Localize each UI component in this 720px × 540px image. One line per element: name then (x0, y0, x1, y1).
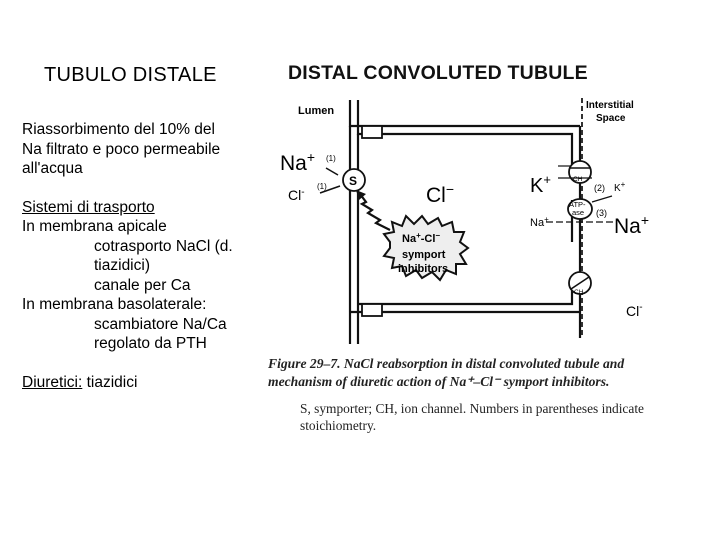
inhibitor-text: inhibitors (398, 263, 449, 275)
inhibitor-text: symport (402, 249, 446, 261)
body-line: Riassorbimento del 10% del (22, 121, 215, 138)
slide-body (22, 120, 267, 392)
cl-cell: Cl− (426, 181, 455, 207)
cl-out: Cl- (626, 302, 643, 319)
figure-caption (268, 355, 688, 391)
interstitial-label: Space (596, 113, 626, 124)
figure-title: DISTAL CONVOLUTED TUBULE (288, 62, 588, 84)
cl-lumen: Cl- (288, 187, 305, 203)
channel-label: CH (573, 176, 583, 183)
na-lumen-stoich: (1) (326, 154, 336, 163)
tight-junction (362, 126, 382, 138)
inhibition-arrow (360, 194, 390, 230)
diuretics-value: tiazidici (82, 373, 138, 391)
caption-figure-number: Figure 29–7. (268, 356, 341, 371)
stoich-3: (3) (596, 208, 607, 218)
apical-item: cotrasporto NaCl (d. (94, 237, 233, 255)
basolateral-item: scambiatore Na/Ca (94, 315, 227, 333)
transport-heading: Sistemi di trasporto (22, 198, 155, 216)
basolateral-item: regolato da PTH (94, 335, 207, 352)
caption-text: NaCl reabsorption in distal convoluted tubule and mechanism of diuretic action of Na⁺–Cl⁻ symport inhibitors. (268, 356, 625, 389)
interstitial-label: Interstitial (586, 100, 634, 111)
apical-heading: In membrana apicale (22, 218, 167, 235)
channel-label: CH (574, 289, 584, 296)
basolateral-heading: In membrana basolaterale: (22, 296, 207, 313)
na-cell: Na+ (530, 215, 549, 229)
na-out: Na+ (614, 212, 650, 238)
slide-title: TUBULO DISTALE (44, 64, 217, 86)
atpase-label: ase (572, 208, 585, 217)
na-arrow (326, 168, 338, 175)
apical-item: tiazidici) (94, 257, 150, 274)
tight-junction (362, 304, 382, 316)
figure-legend: S, symporter; CH, ion channel. Numbers in parentheses indicate stoichiometry. (300, 401, 644, 433)
k-uptake-arrow (592, 196, 612, 202)
inhibitor-text: Na+-Cl− (402, 231, 441, 245)
tubule-diagram (262, 52, 692, 352)
diuretics-label: Diuretici: (22, 373, 83, 391)
body-line: Na filtrato e poco permeabile (22, 140, 221, 158)
lumen-label: Lumen (298, 105, 335, 117)
apical-item: canale per Ca (94, 276, 191, 294)
symporter-label: S (349, 174, 358, 188)
atpase-label: ATP- (569, 200, 586, 209)
stoich-2: (2) (594, 183, 605, 193)
na-lumen: Na+ (280, 149, 316, 175)
body-line: all'acqua (22, 160, 83, 177)
cl-lumen-stoich: (1) (317, 182, 327, 191)
k-out: K+ (614, 180, 626, 194)
k-cell: K+ (530, 172, 551, 197)
diuretics-line (22, 373, 267, 393)
